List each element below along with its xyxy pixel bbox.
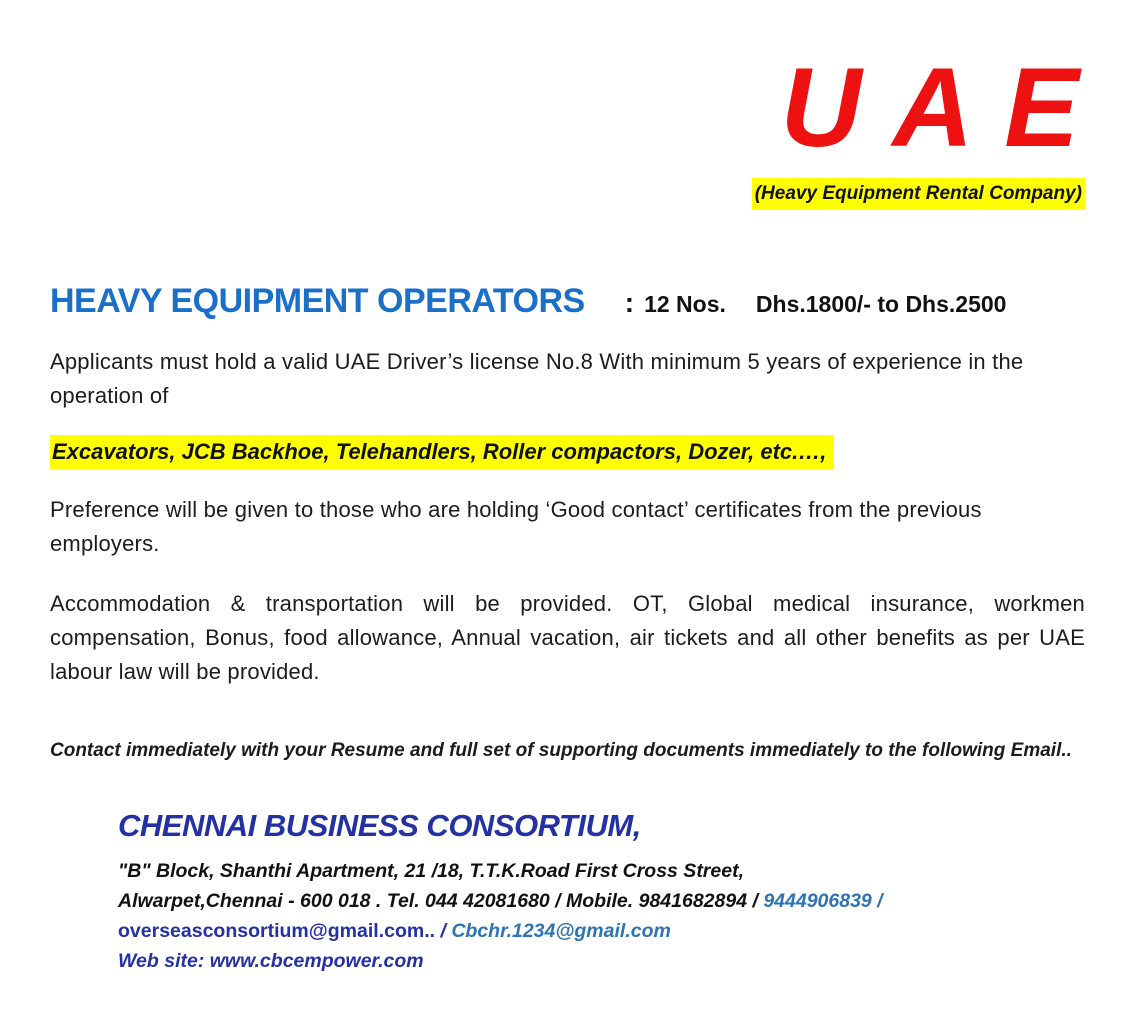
website-line: Web site: www.cbcempower.com (118, 950, 424, 972)
brand-tagline: (Heavy Equipment Rental Company) (752, 178, 1085, 210)
contact-note-paragraph: Contact immediately with your Resume and full set of supporting documents immediately to the following Email.. (50, 740, 1072, 761)
company-name: CHENNAI BUSINESS CONSORTIUM, (118, 808, 641, 843)
address-line-1: "B" Block, Shanthi Apartment, 21 /18, T.T.K.Road First Cross Street, (118, 860, 744, 882)
brand-tagline-row (50, 178, 1085, 210)
job-salary-range: Dhs.1800/- to Dhs.2500 (755, 291, 1007, 317)
company-section (118, 808, 1085, 976)
job-vacancies: 12 Nos. (644, 291, 726, 317)
email-line (118, 916, 1085, 946)
preference-paragraph: Preference will be given to those who are holding ‘Good contact’ certificates from the previous employers. (50, 497, 982, 556)
job-title-separator: : (624, 287, 635, 318)
phone-alt: 9444906839 / (763, 890, 883, 912)
email-separator: / (440, 920, 446, 942)
address-line-2-text: Alwarpet,Chennai - 600 018 . Tel. 044 42081680 / Mobile. 9841682894 / (118, 890, 758, 912)
equipment-list-highlight: Excavators, JCB Backhoe, Telehandlers, Roller compactors, Dozer, etc.…, (50, 435, 834, 469)
job-title-row (50, 282, 1085, 321)
address-line-2 (118, 886, 1085, 916)
brand-header (50, 45, 1085, 210)
email-secondary: Cbchr.1234@gmail.com (451, 920, 671, 942)
job-title: HEAVY EQUIPMENT OPERATORS (50, 282, 585, 320)
company-address-block (118, 856, 1085, 976)
brand-country-title: U A E (780, 45, 1081, 170)
benefits-paragraph: Accommodation & transportation will be provided. OT, Global medical insurance, workmen compensation, Bonus, food allowance, Annual vacation, air tickets and all other benefits as per UAE labour law will be provided. (50, 591, 1085, 684)
requirements-paragraph: Applicants must hold a valid UAE Driver’s license No.8 With minimum 5 years of experience in the operation of (50, 349, 1024, 408)
email-primary: overseasconsortium@gmail.com.. (118, 920, 436, 942)
